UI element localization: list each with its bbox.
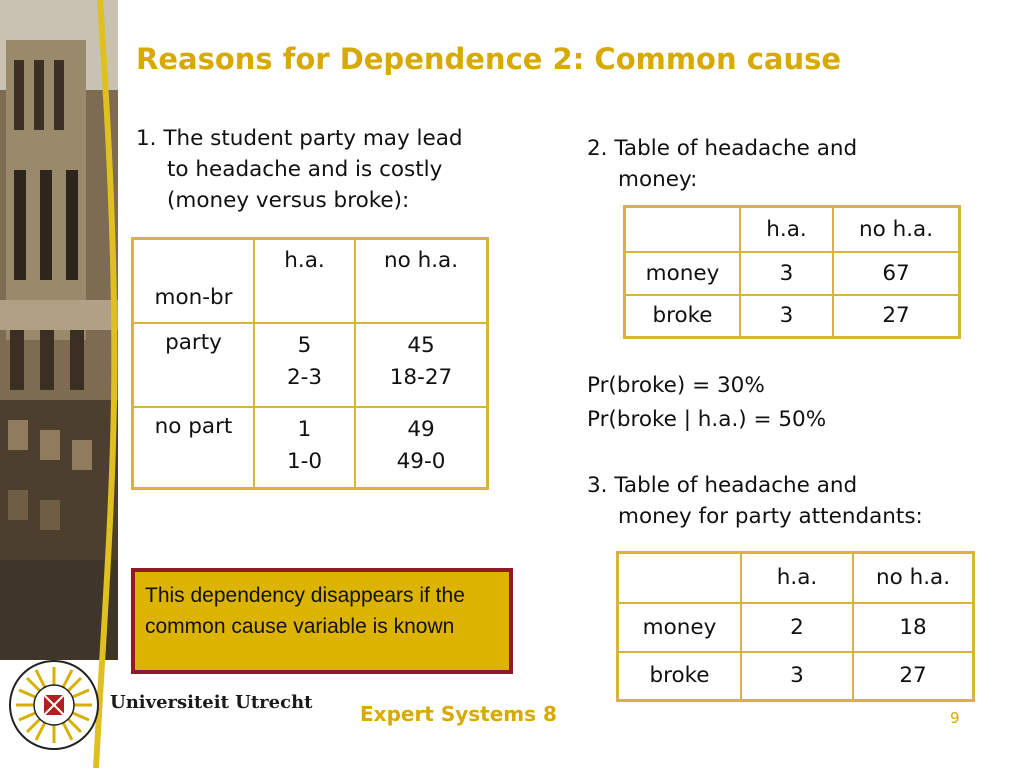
table-cell: 3 — [741, 652, 853, 701]
table-row — [625, 295, 960, 338]
right-description-2 — [587, 470, 923, 532]
table-header-cell: h.a. — [740, 207, 833, 252]
row-label: money — [625, 252, 741, 295]
table-header-cell: h.a. — [254, 239, 355, 323]
left-description — [136, 123, 463, 216]
table-corner-cell — [625, 207, 741, 252]
table-cell: 1 1-0 — [254, 407, 355, 489]
table-header-cell: no h.a. — [833, 207, 960, 252]
university-name: Universiteit Utrecht — [110, 692, 313, 713]
table-cell: 3 — [740, 295, 833, 338]
right-description-1 — [587, 133, 857, 195]
table-cell: 67 — [833, 252, 960, 295]
callout-box: This dependency disappears if the common cause variable is known — [131, 568, 513, 674]
table-cell: 5 2-3 — [254, 323, 355, 407]
prob-broke-given-ha: Pr(broke | h.a.) = 50% — [587, 407, 827, 432]
table-cell: 45 18-27 — [355, 323, 488, 407]
table-row — [618, 603, 974, 652]
table-row — [133, 407, 488, 489]
party-table — [131, 237, 489, 490]
party-attendants-table — [616, 551, 975, 702]
table-corner-cell — [618, 553, 742, 603]
slide-title: Reasons for Dependence 2: Common cause — [136, 42, 842, 76]
footer-text: Expert Systems 8 — [360, 702, 557, 726]
table-cell: 49 49-0 — [355, 407, 488, 489]
table-cell: 3 — [740, 252, 833, 295]
row-label: no part — [133, 407, 255, 489]
table-row — [618, 652, 974, 701]
table-cell: 2 — [741, 603, 853, 652]
right-description-2-line2: money for party attendants: — [618, 504, 923, 529]
table-row — [625, 252, 960, 295]
table-cell: 18 — [853, 603, 974, 652]
table-row — [133, 323, 488, 407]
probabilities — [587, 369, 826, 437]
row-label: money — [618, 603, 742, 652]
table-cell: 27 — [833, 295, 960, 338]
headache-money-table — [623, 205, 961, 339]
yellow-curve-decoration — [0, 0, 140, 768]
page-number: 9 — [950, 709, 960, 727]
row-label: broke — [625, 295, 741, 338]
row-label: broke — [618, 652, 742, 701]
right-description-2-line1: 3. Table of headache and — [587, 473, 858, 498]
left-description-line2: to headache and is costly — [167, 157, 443, 182]
table-corner-cell: mon-br — [133, 239, 255, 323]
right-description-1-line2: money: — [618, 167, 698, 192]
university-seal-icon — [0, 655, 108, 755]
left-description-line3: (money versus broke): — [167, 188, 410, 213]
table-header-cell: h.a. — [741, 553, 853, 603]
right-description-1-line1: 2. Table of headache and — [587, 136, 858, 161]
prob-broke: Pr(broke) = 30% — [587, 373, 765, 398]
table-cell: 27 — [853, 652, 974, 701]
table-header-cell: no h.a. — [853, 553, 974, 603]
row-label: party — [133, 323, 255, 407]
table-header-cell: no h.a. — [355, 239, 488, 323]
left-description-line1: 1. The student party may lead — [136, 126, 463, 151]
